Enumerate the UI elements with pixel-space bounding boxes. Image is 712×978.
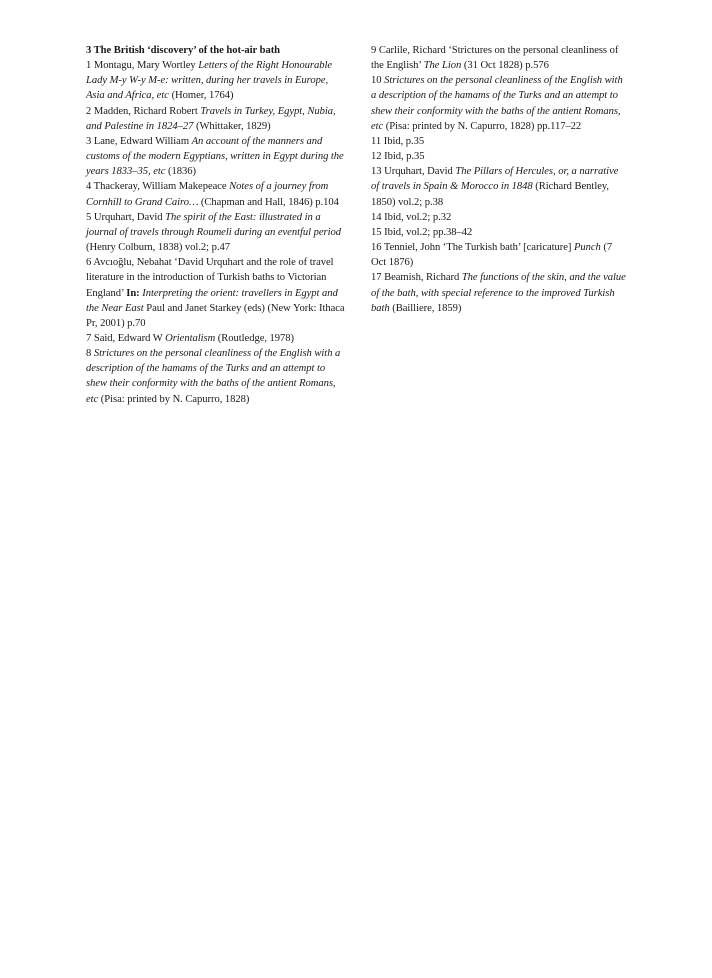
endnote-text: Paul and Janet Starkey (eds) (New York: Ithaca Pr, 2001) p.70 — [86, 302, 345, 329]
endnote-number: 10 — [371, 75, 382, 87]
endnote-text: Lane, Edward William — [93, 135, 192, 147]
endnote-11 — [371, 134, 626, 149]
endnote-text: Carlile, Richard ‘Strictures on the personal cleanliness of the English’ — [371, 45, 619, 72]
endnote-number: 16 — [371, 242, 382, 254]
endnote-title: Strictures on the personal cleanliness of the English with a description of the hamams of the Turks and an attempt to shew their conformity with the baths of the antient Romans, etc — [371, 75, 623, 132]
endnote-text: Avcıoğlu, Nebahat ‘David Urquhart and the role of travel literature in the introduction of Turkish baths to Victorian England’ — [86, 257, 334, 299]
endnote-2 — [86, 104, 348, 134]
endnote-text: (Routledge, 1978) — [215, 332, 295, 344]
endnote-number: 15 — [371, 226, 382, 238]
endnote-16 — [371, 240, 626, 270]
section-heading: 3 The British ‘discovery’ of the hot-air bath — [86, 45, 281, 56]
endnote-title: An account of the manners and customs of the modern Egyptians, written in Egypt during the years 1833–35, etc — [86, 135, 344, 178]
right-column — [371, 43, 626, 316]
endnote-1 — [86, 58, 348, 103]
endnote-14 — [371, 210, 626, 225]
endnote-text: Tenniel, John ‘The Turkish bath’ [caricature] — [383, 242, 574, 254]
endnote-title: Punch — [573, 242, 601, 254]
endnote-title: Notes of a journey from Cornhill to Grand Cairo… — [86, 181, 329, 208]
endnote-10 — [371, 73, 626, 134]
endnote-text: Ibid, p.35 — [384, 151, 425, 163]
endnote-7 — [86, 331, 348, 346]
endnote-bold-text: In: — [126, 287, 140, 299]
endnote-text: Montagu, Mary Wortley — [93, 60, 199, 72]
endnote-text: Ibid, p.35 — [383, 135, 425, 147]
endnote-number: 8 — [86, 348, 92, 360]
endnote-number: 17 — [371, 272, 382, 284]
endnote-text: (Chapman and Hall, 1846) p.104 — [198, 196, 339, 208]
endnote-17 — [371, 270, 626, 315]
endnote-text: (31 Oct 1828) p.576 — [461, 60, 549, 72]
endnote-text: Said, Edward W — [93, 332, 166, 344]
endnote-5 — [86, 210, 348, 255]
endnote-text: (Pisa: printed by N. Capurro, 1828) — [98, 393, 250, 405]
endnote-text: Madden, Richard Robert — [93, 105, 201, 117]
left-notes-list — [86, 58, 348, 407]
endnote-13 — [371, 164, 626, 209]
endnote-text: Ibid, vol.2; p.32 — [384, 211, 452, 223]
endnote-number: 13 — [371, 166, 382, 178]
endnote-number: 12 — [371, 151, 382, 163]
endnote-number: 3 — [86, 135, 92, 147]
endnote-4 — [86, 179, 348, 209]
left-column — [86, 43, 348, 407]
endnote-number: 4 — [86, 181, 92, 193]
right-notes-list — [371, 43, 626, 316]
endnote-number: 5 — [86, 211, 92, 223]
endnote-text: Urquhart, David — [93, 211, 166, 223]
endnote-text: (Henry Colburn, 1838) vol.2; p.47 — [86, 242, 230, 254]
endnote-6 — [86, 255, 348, 331]
endnote-number: 2 — [86, 105, 92, 117]
endnote-title: Orientalism — [165, 332, 216, 344]
endnote-text: (Pisa: printed by N. Capurro, 1828) pp.117–22 — [383, 120, 582, 132]
endnote-text: (Richard Bentley, 1850) vol.2; p.38 — [371, 181, 610, 208]
endnote-text: (Whittaker, 1829) — [193, 120, 271, 132]
endnote-number: 14 — [371, 211, 382, 223]
endnote-text: (7 Oct 1876) — [371, 242, 613, 269]
endnote-9 — [371, 43, 626, 73]
endnote-title: Interpreting the orient: travellers in Egypt and the Near East — [86, 287, 338, 314]
endnote-number: 11 — [371, 135, 382, 147]
endnote-text: Beamish, Richard — [384, 272, 462, 284]
endnote-title: Travels in Turkey, Egypt, Nubia, and Palestine in 1824–27 — [86, 105, 336, 132]
endnote-number: 7 — [86, 332, 92, 344]
endnote-title: The functions of the skin, and the value of the bath, with special reference to the improved Turkish bath — [371, 272, 626, 314]
endnote-title: The Lion — [423, 60, 462, 72]
endnote-text: Thackeray, William Makepeace — [93, 181, 230, 193]
endnote-text: Ibid, vol.2; pp.38–42 — [384, 226, 473, 238]
endnote-number: 6 — [86, 257, 92, 269]
endnote-title: Strictures on the personal cleanliness of the English with a description of the hamams of the Turks and an attempt to shew their conformity with the baths of the antient Romans, etc — [86, 348, 341, 405]
endnote-15 — [371, 225, 626, 240]
endnote-12 — [371, 149, 626, 164]
endnote-text: Urquhart, David — [384, 166, 456, 178]
endnote-title: Letters of the Right Honourable Lady M-y W-y M-e: written, during her travels in Europe, Asia and Africa, etc — [86, 60, 333, 102]
endnote-number: 1 — [86, 60, 92, 72]
endnote-3 — [86, 134, 348, 179]
endnote-number: 9 — [371, 45, 377, 56]
endnote-text: (Bailliere, 1859) — [389, 302, 462, 314]
endnote-8 — [86, 346, 348, 407]
endnote-text: (Homer, 1764) — [168, 90, 234, 102]
endnote-title: The Pillars of Hercules, or, a narrative of travels in Spain & Morocco in 1848 — [371, 166, 619, 193]
endnote-text: (1836) — [165, 166, 196, 178]
endnote-title: The spirit of the East: illustrated in a journal of travels through Roumeli during an eventful period — [86, 211, 341, 238]
